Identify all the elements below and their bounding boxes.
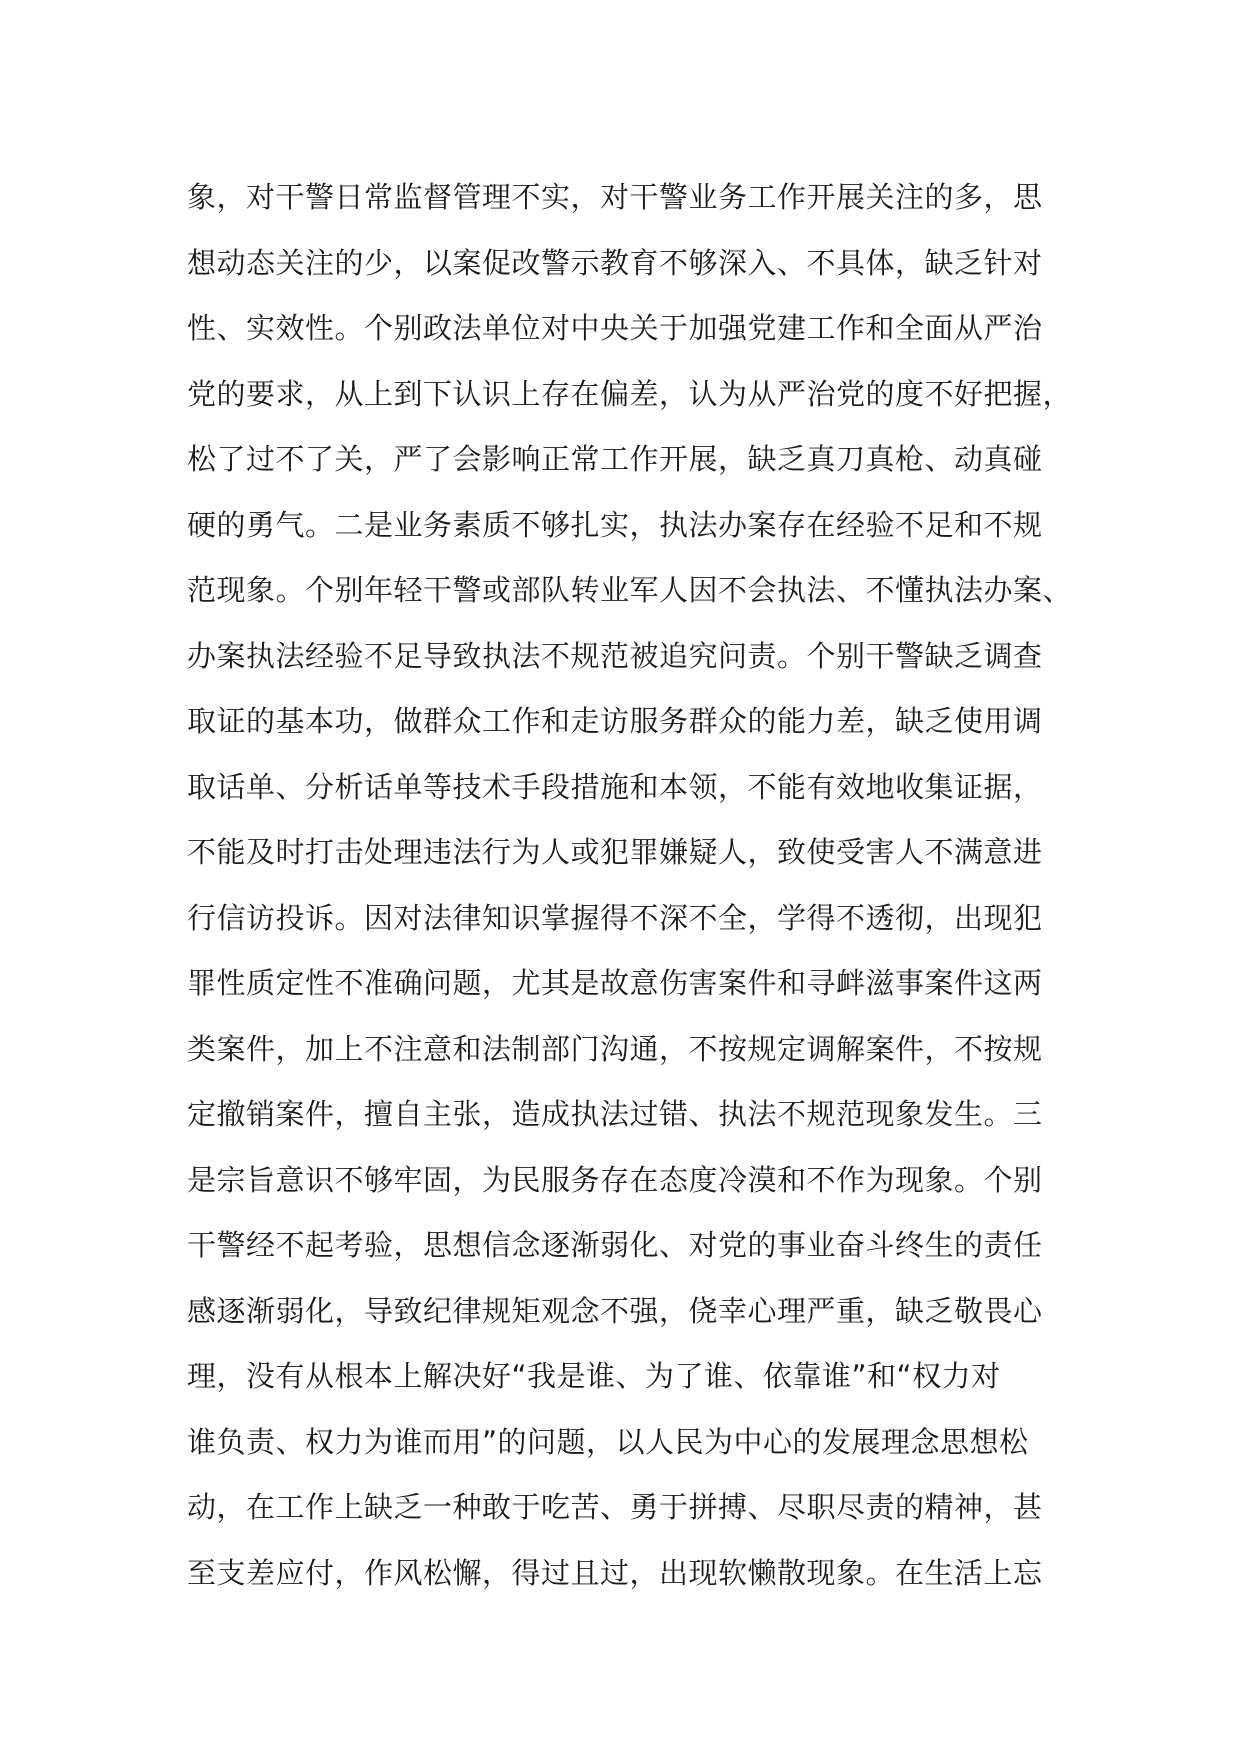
text-line: 类案件，加上不注意和法制部门沟通，不按规定调解案件，不按规 [187, 1031, 1043, 1066]
text-line: 性、实效性。个别政法单位对中央关于加强党建工作和全面从严治 [187, 311, 1043, 345]
text-line: 是宗旨意识不够牢固，为民服务存在态度冷漠和不作为现象。个别 [187, 1162, 1043, 1197]
text-line: 罪性质定性不准确问题，尤其是故意伤害案件和寻衅滋事案件这两 [187, 966, 1043, 1000]
text-line: 动，在工作上缺乏一种敢于吃苦、勇于拼搏、尽职尽责的精神，甚 [187, 1490, 1043, 1524]
text-line: 至支差应付，作风松懈，得过且过，出现软懒散现象。在生活上忘 [187, 1555, 1043, 1590]
text-line: 党的要求，从上到下认识上存在偏差，认为从严治党的度不好把握， [187, 376, 1073, 411]
text-line: 定撤销案件，擅自主张，造成执法过错、执法不规范现象发生。三 [187, 1097, 1043, 1131]
text-line: 感逐渐弱化，导致纪律规矩观念不强，侥幸心理严重，缺乏敬畏心 [187, 1293, 1043, 1328]
text-line: 取话单、分析话单等技术手段措施和本领，不能有效地收集证据， [187, 769, 1043, 804]
text-line: 松了过不了关，严了会影响正常工作开展，缺乏真刀真枪、动真碰 [187, 442, 1043, 476]
text-line: 行信访投诉。因对法律知识掌握得不深不全，学得不透彻，出现犯 [187, 900, 1043, 935]
text-line: 干警经不起考验，思想信念逐渐弱化、对党的事业奋斗终生的责任 [187, 1228, 1043, 1262]
text-line: 硬的勇气。二是业务素质不够扎实，执法办案存在经验不足和不规 [187, 507, 1043, 542]
text-line: 象，对干警日常监督管理不实，对干警业务工作开展关注的多，思 [187, 180, 1043, 214]
text-line: 不能及时打击处理违法行为人或犯罪嫌疑人，致使受害人不满意进 [187, 835, 1043, 869]
body-paragraph [187, 165, 1087, 1606]
text-line: 取证的基本功，做群众工作和走访服务群众的能力差，缺乏使用调 [187, 704, 1043, 738]
text-line: 理，没有从根本上解决好“我是谁、为了谁、依靠谁”和“权力对 [187, 1359, 1001, 1393]
text-line: 范现象。个别年轻干警或部队转业军人因不会执法、不懂执法办案、 [187, 573, 1073, 607]
text-line: 谁负责、权力为谁而用”的问题，以人民为中心的发展理念思想松 [187, 1424, 1029, 1459]
text-line: 想动态关注的少，以案促改警示教育不够深入、不具体，缺乏针对 [187, 245, 1043, 280]
text-line: 办案执法经验不足导致执法不规范被追究问责。个别干警缺乏调查 [187, 638, 1043, 673]
